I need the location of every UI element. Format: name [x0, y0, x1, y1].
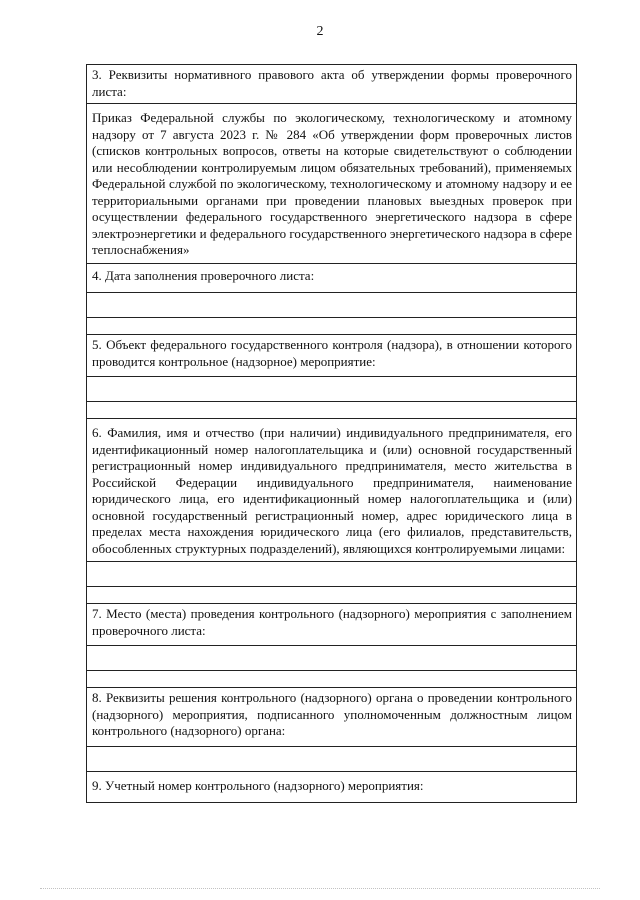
spacer-cell: [87, 587, 577, 604]
page-number: 2: [316, 24, 324, 39]
section-3-value: Приказ Федеральной службы по экологическому, технологическому и атомному надзору от 7 августа 2023 г. № 284 «Об утверждении форм проверочных листов (списков контрольных вопросов, ответы на которые свидетельствуют о соблюдении или несоблюдении контролируемым лицом обязательных требований), применяемых Федеральной службой по экологическому, технологическому и атомному надзору и ее территориальными органами при проведении плановых выездных проверок при осуществлении федерального государственного энергетического надзора в сфере электроэнергетики и федерального государственного энергетического надзора в сфере теплоснабжения»: [87, 104, 577, 264]
section-3-label-row: [87, 65, 577, 104]
checklist-details-table: [86, 64, 577, 803]
section-6-label-row: [87, 419, 577, 562]
section-5-value-field[interactable]: [87, 377, 577, 402]
spacer-cell: [87, 671, 577, 688]
section-8-value-field[interactable]: [87, 746, 577, 771]
section-7-value-field[interactable]: [87, 646, 577, 671]
section-7-label: 7. Место (места) проведения контрольного (надзорного) мероприятия с заполнением проверочного листа:: [87, 604, 577, 646]
section-4-value-row: [87, 293, 577, 318]
section-8-value-row: [87, 746, 577, 771]
section-9-label: 9. Учетный номер контрольного (надзорного) мероприятия:: [87, 771, 577, 803]
spacer-row: [87, 587, 577, 604]
section-5-value-row: [87, 377, 577, 402]
section-9-label-row: [87, 771, 577, 803]
section-7-value-row: [87, 646, 577, 671]
spacer-row: [87, 318, 577, 335]
spacer-row: [87, 402, 577, 419]
section-4-label-row: [87, 263, 577, 293]
section-8-label: 8. Реквизиты решения контрольного (надзорного) органа о проведении контрольного (надзорного) мероприятия, подписанного уполномоченным должностным лицом контрольного (надзорного) органа:: [87, 688, 577, 747]
spacer-cell: [87, 318, 577, 335]
section-5-label-row: [87, 335, 577, 377]
section-6-label: 6. Фамилия, имя и отчество (при наличии) индивидуального предпринимателя, его идентификационный номер налогоплательщика и (или) основной государственный регистрационный номер индивидуального предпринимателя, место жительства в Российской Федерации индивидуального предпринимателя, наименование юридического лица, его идентификационный номер налогоплательщика и (или) основной государственный регистрационный номер, адрес юридического лица в пределах места нахождения юридического лица (его филиалов, представительств, обособленных структурных подразделений), являющихся контролируемыми лицами:: [87, 419, 577, 562]
spacer-row: [87, 671, 577, 688]
section-5-label: 5. Объект федерального государственного контроля (надзора), в отношении которого проводится контрольное (надзорное) мероприятие:: [87, 335, 577, 377]
section-8-label-row: [87, 688, 577, 747]
scan-edge-artifact: [40, 888, 600, 892]
section-6-value-row: [87, 562, 577, 587]
section-3-label: 3. Реквизиты нормативного правового акта об утверждении формы проверочного листа:: [87, 65, 577, 104]
section-7-label-row: [87, 604, 577, 646]
section-4-label: 4. Дата заполнения проверочного листа:: [87, 263, 577, 293]
spacer-cell: [87, 402, 577, 419]
section-6-value-field[interactable]: [87, 562, 577, 587]
section-4-value-field[interactable]: [87, 293, 577, 318]
section-3-value-row: [87, 104, 577, 264]
